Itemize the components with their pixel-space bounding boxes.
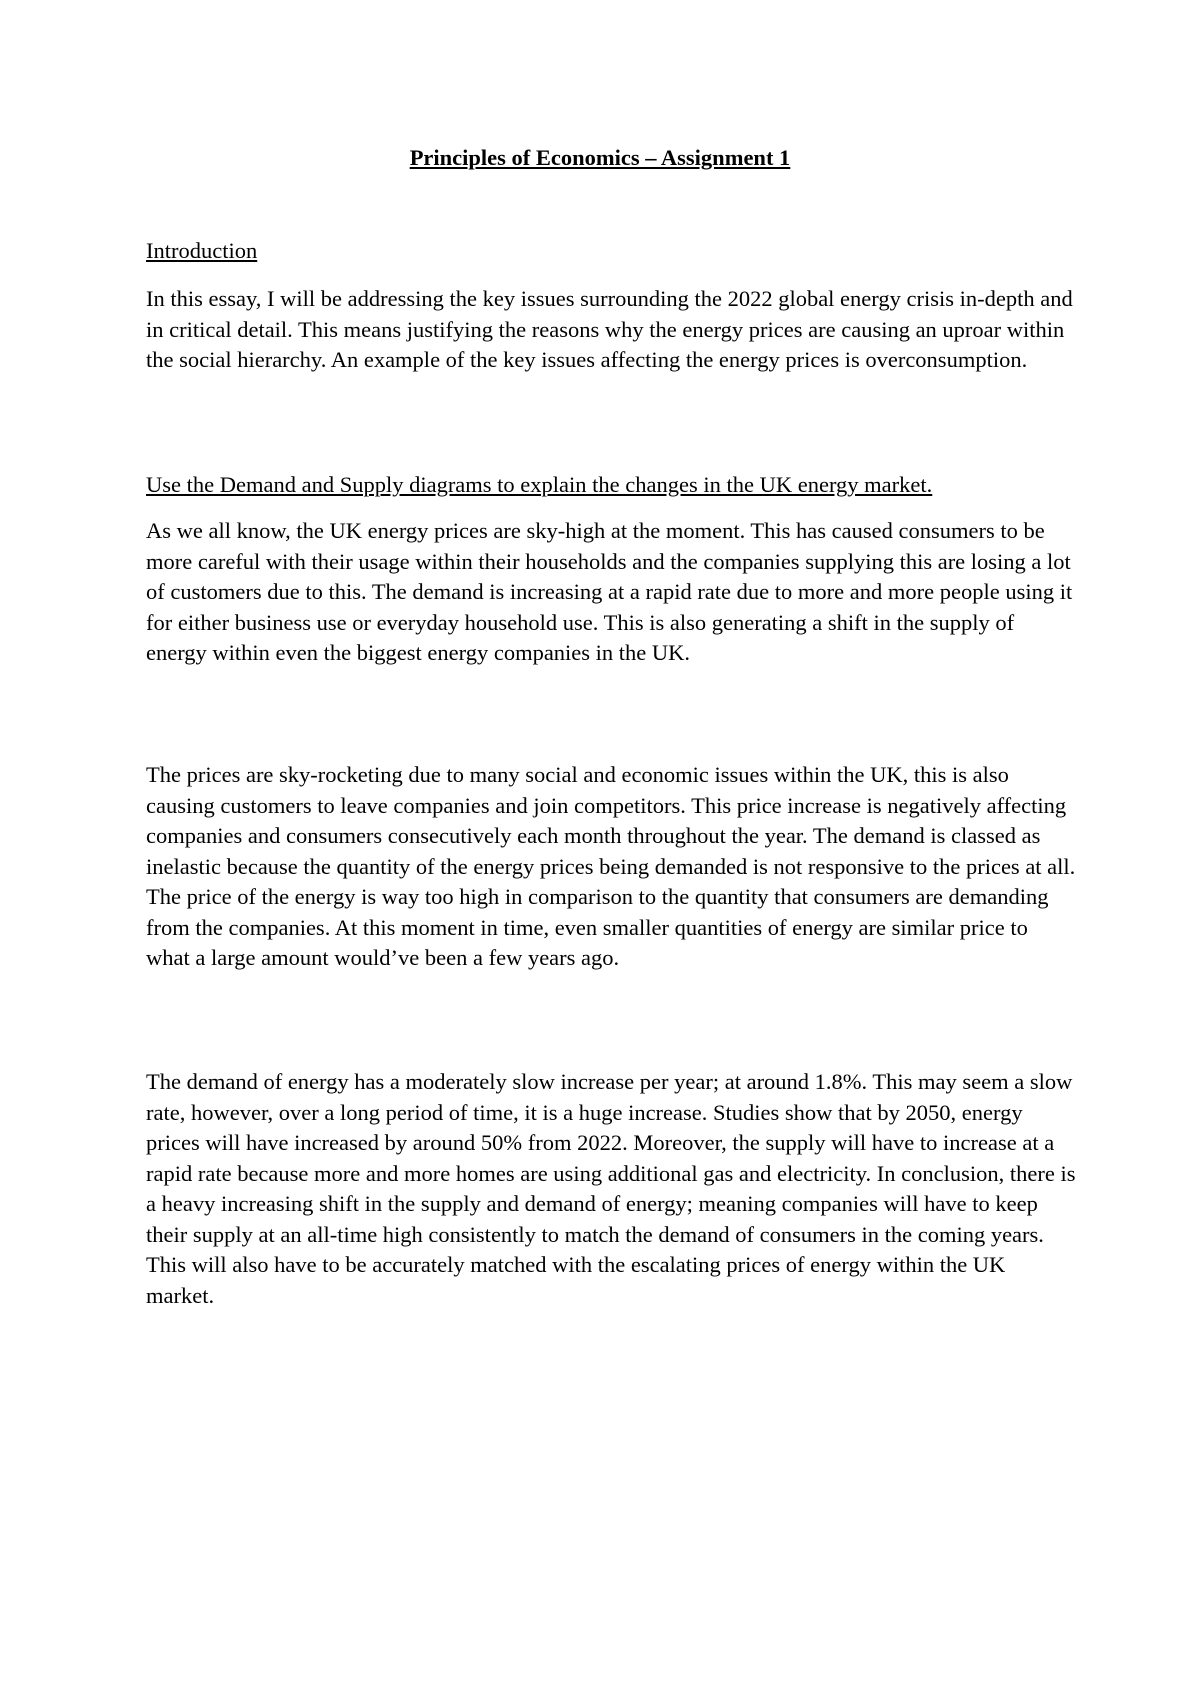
document-title: Principles of Economics – Assignment 1 <box>409 145 791 170</box>
intro-paragraph: In this essay, I will be addressing the key issues surrounding the 2022 global energy crisis in-depth and in critical detail. This means justifying the reasons why the energy prices are causing an uproar within the social hierarchy. An example of the key issues affecting the energy prices is overconsumption. <box>146 286 1073 372</box>
body-paragraph-1: As we all know, the UK energy prices are sky-high at the moment. This has caused consumers to be more careful with their usage within their households and the companies supplying this are losing a lot of customers due to this. The demand is increasing at a rapid rate due to more and more people using it for either business use or everyday household use. This is also generating a shift in the supply of energy within even the biggest energy companies in the UK. <box>146 518 1073 665</box>
body-paragraph-2: The prices are sky-rocketing due to many social and economic issues within the UK, this is also causing customers to leave companies and join competitors. This price increase is negatively affecting companies and consumers consecutively each month throughout the year. The demand is classed as inelastic because the quantity of the energy prices being demanded is not responsive to the prices at all. The price of the energy is way too high in comparison to the quantity that consumers are demanding from the companies. At this moment in time, even smaller quantities of energy are similar price to what a large amount would’ve been a few years ago. <box>146 762 1076 970</box>
body-paragraph-3: The demand of energy has a moderately slow increase per year; at around 1.8%. This may seem a slow rate, however, over a long period of time, it is a huge increase. Studies show that by 2050, energy prices will have increased by around 50% from 2022. Moreover, the supply will have to increase at a rapid rate because more and more homes are using additional gas and electricity. In conclusion, there is a heavy increasing shift in the supply and demand of energy; meaning companies will have to keep their supply at an all-time high consistently to match the demand of consumers in the coming years. This will also have to be accurately matched with the escalating prices of energy within the UK market. <box>146 1069 1076 1308</box>
section-heading-demand-supply: Use the Demand and Supply diagrams to explain the changes in the UK energy market. <box>146 472 933 497</box>
section-heading-introduction: Introduction <box>146 238 258 263</box>
